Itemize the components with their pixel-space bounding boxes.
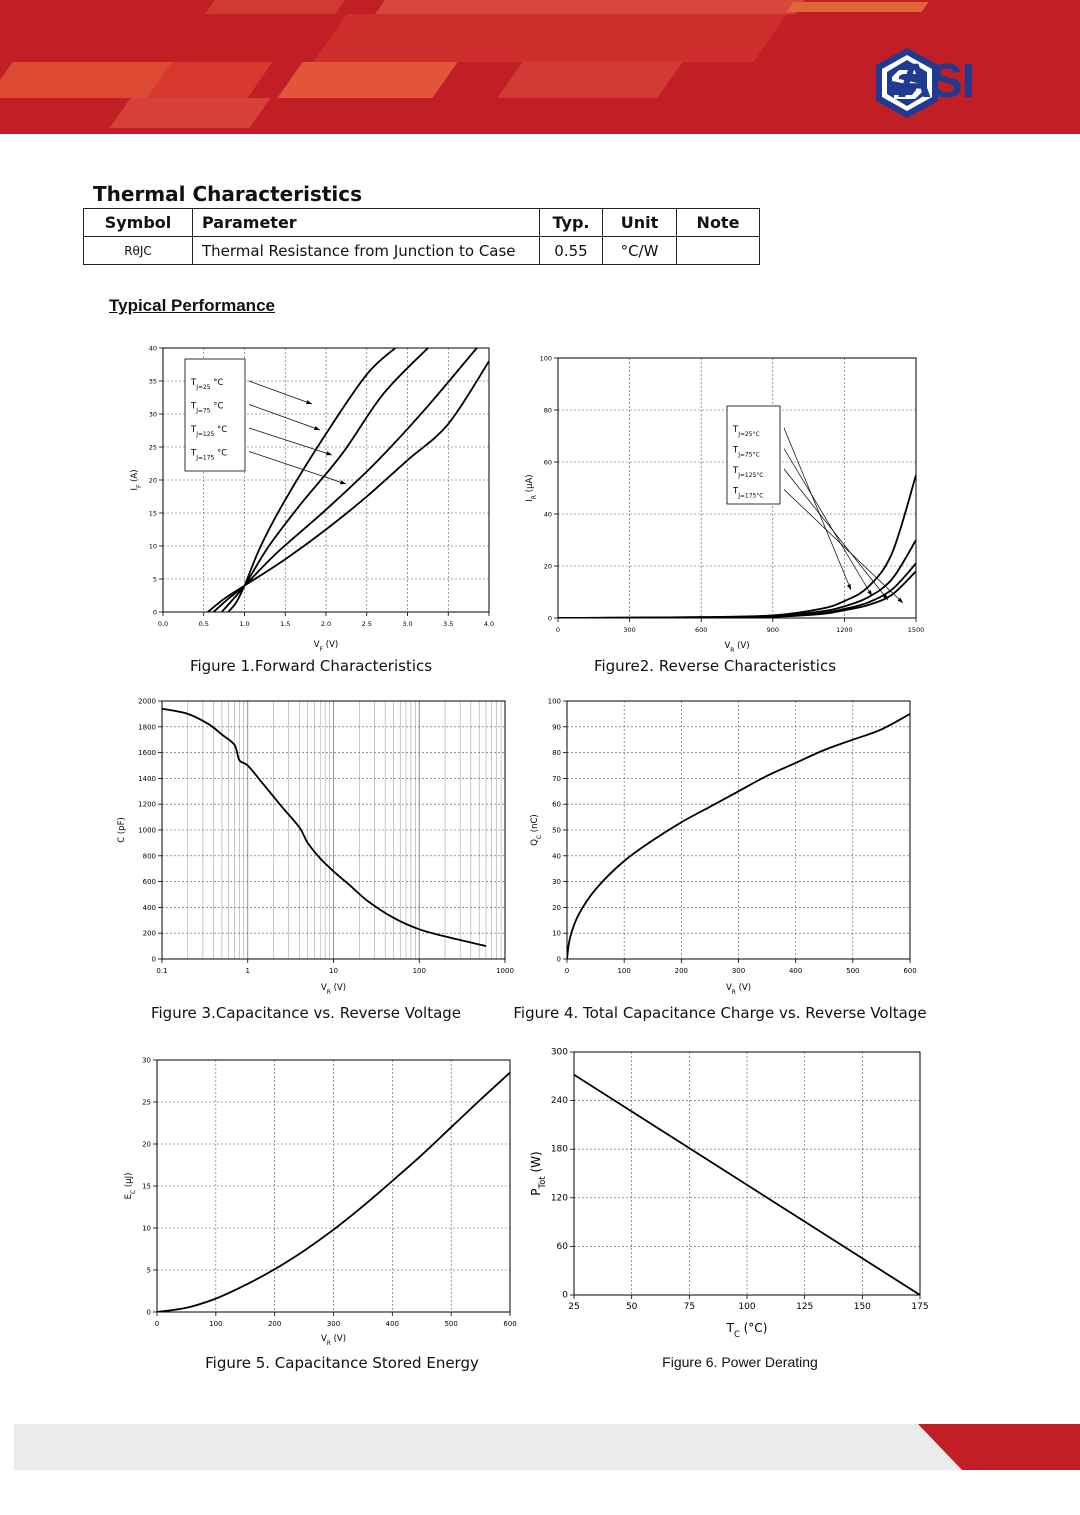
arrow-head (306, 400, 312, 404)
legend-entry: $T_{J=175^\circ C}$ (733, 486, 764, 499)
x-axis-label: $T_C$ (°C) (726, 1321, 768, 1339)
arrow-head (867, 590, 872, 596)
chart-fig5 (124, 1057, 517, 1347)
unit-cell: °C/W (603, 237, 677, 265)
y-tick-label: 30 (142, 1056, 151, 1065)
y-tick-label: 60 (552, 800, 561, 809)
y-tick-label: 0 (547, 614, 552, 623)
figure-2-caption: Figure2. Reverse Characteristics (593, 657, 837, 675)
symbol-cell: RθJC (84, 237, 193, 265)
x-tick-label: 500 (444, 1320, 458, 1328)
legend-arrow (784, 449, 872, 597)
y-tick-label: 0 (556, 955, 561, 964)
x-tick-label: 3.0 (402, 620, 413, 628)
y-tick-label: 5 (146, 1266, 151, 1275)
figure-6-caption: Figure 6. Power Derating (662, 1354, 818, 1370)
y-tick-label: 0 (146, 1308, 151, 1317)
x-tick-label: 1.0 (239, 620, 250, 628)
logo-text: ASI (897, 55, 975, 108)
y-tick-label: 50 (552, 826, 561, 835)
y-tick-label: 10 (148, 542, 157, 551)
y-tick-label: 25 (142, 1098, 151, 1107)
x-tick-label: 0.0 (157, 620, 169, 628)
x-tick-label: 2.0 (320, 620, 332, 628)
x-tick-label: 4.0 (483, 620, 495, 628)
legend-entry: $T_{J=75^\circ C}$ (733, 445, 760, 458)
y-tick-label: 60 (543, 458, 552, 467)
y-tick-label: 1400 (138, 774, 156, 783)
x-tick-label: 1500 (907, 626, 925, 634)
column-header: Note (677, 209, 760, 237)
x-tick-label: 0 (564, 967, 570, 975)
x-tick-label: 100 (412, 967, 426, 975)
footer-bar (14, 1424, 1080, 1470)
chart-fig2 (525, 355, 924, 654)
y-axis-label: C (pF) (117, 817, 127, 843)
y-tick-label: 800 (142, 852, 156, 861)
y-tick-label: 20 (543, 562, 552, 571)
y-tick-label: 1600 (138, 749, 156, 758)
y-tick-label: 40 (148, 344, 157, 353)
y-axis-label: $Q_C$ (nC) (530, 814, 543, 846)
x-tick-label: 300 (731, 967, 746, 975)
y-tick-label: 10 (142, 1224, 151, 1233)
figure-3-caption: Figure 3.Capacitance vs. Reverse Voltage (150, 1004, 462, 1022)
performance-title: Typical Performance (109, 296, 275, 315)
y-tick-label: 1000 (138, 826, 156, 835)
y-tick-label: 10 (552, 929, 561, 938)
chart-fig3 (117, 698, 514, 996)
y-tick-label: 0 (152, 608, 157, 617)
y-tick-label: 15 (142, 1182, 151, 1191)
x-tick-label: 900 (766, 626, 780, 634)
series-line (162, 709, 486, 946)
x-tick-label: 200 (267, 1320, 282, 1328)
y-tick-label: 80 (552, 749, 561, 758)
x-tick-label: 100 (209, 1320, 223, 1328)
y-tick-label: 300 (550, 1047, 568, 1058)
arrow-head (314, 426, 320, 430)
legend-entry: $T_{J=125^\circ C}$ (733, 466, 764, 479)
column-header: Parameter (193, 209, 540, 237)
y-tick-label: 80 (543, 406, 552, 415)
column-header: Symbol (84, 209, 193, 237)
y-tick-label: 400 (142, 903, 156, 912)
y-tick-label: 600 (142, 878, 156, 887)
y-tick-label: 20 (552, 903, 561, 912)
typ-cell: 0.55 (540, 237, 603, 265)
x-tick-label: 175 (911, 1302, 929, 1312)
y-axis-label: $P_{Tot}$ (W) (529, 1151, 547, 1196)
x-tick-label: 400 (788, 967, 803, 975)
y-tick-label: 40 (552, 852, 561, 861)
x-tick-label: 400 (385, 1320, 400, 1328)
y-tick-label: 100 (539, 354, 552, 363)
x-tick-label: 1 (245, 967, 250, 975)
legend-arrow (249, 381, 312, 404)
figure-1-caption: Figure 1.Forward Characteristics (189, 657, 433, 675)
x-tick-label: 600 (503, 1320, 517, 1328)
legend-arrow (249, 428, 332, 455)
y-tick-label: 40 (543, 510, 552, 519)
y-tick-label: 5 (152, 575, 157, 584)
y-tick-label: 0 (562, 1290, 568, 1301)
legend-entry: $T_{J=25}$ °C (191, 378, 224, 391)
y-tick-label: 1200 (138, 800, 156, 809)
x-axis-label: $V_R$ (V) (725, 983, 752, 996)
y-tick-label: 120 (550, 1193, 568, 1204)
x-tick-label: 300 (623, 626, 636, 634)
y-tick-label: 20 (142, 1140, 151, 1149)
x-tick-label: 2.5 (361, 620, 372, 628)
y-tick-label: 180 (550, 1144, 568, 1155)
y-axis-label: $I_R$ (μA) (525, 474, 538, 502)
legend-entry: $T_{J=175}$ °C (191, 448, 228, 461)
x-axis-label: $V_R$ (V) (320, 1334, 347, 1347)
x-tick-label: 150 (853, 1302, 871, 1312)
y-tick-label: 30 (552, 878, 561, 887)
x-tick-label: 100 (738, 1302, 756, 1312)
x-tick-label: 200 (674, 967, 689, 975)
chart-fig4 (530, 698, 917, 996)
y-tick-label: 35 (148, 377, 157, 386)
x-tick-label: 25 (568, 1302, 580, 1312)
chart-fig1 (130, 345, 494, 653)
x-tick-label: 0.5 (198, 620, 209, 628)
figure-5-caption: Figure 5. Capacitance Stored Energy (205, 1354, 479, 1372)
x-tick-label: 1200 (836, 626, 853, 634)
arrow-head (340, 480, 346, 484)
x-tick-label: 1.5 (280, 620, 291, 628)
x-tick-label: 600 (903, 967, 917, 975)
x-tick-label: 100 (617, 967, 631, 975)
y-axis-label: $E_C$ (μJ) (124, 1172, 137, 1200)
legend-arrow (784, 490, 903, 604)
y-tick-label: 15 (148, 509, 157, 518)
section-title: Thermal Characteristics (93, 182, 363, 206)
x-tick-label: 10 (329, 967, 338, 975)
x-tick-label: 125 (796, 1302, 814, 1312)
y-tick-label: 25 (148, 443, 157, 452)
x-tick-label: 0 (555, 626, 561, 634)
legend-arrow (249, 405, 320, 431)
series-line (558, 571, 916, 618)
y-tick-label: 30 (148, 410, 157, 419)
legend-arrow (784, 469, 888, 600)
x-tick-label: 0 (154, 1320, 160, 1328)
x-tick-label: 500 (846, 967, 860, 975)
x-tick-label: 50 (625, 1302, 638, 1312)
legend-entry: $T_{J=125}$ °C (191, 425, 228, 438)
x-tick-label: 75 (683, 1302, 696, 1312)
y-tick-label: 2000 (138, 697, 156, 706)
x-tick-label: 300 (326, 1320, 341, 1328)
column-header: Typ. (540, 209, 603, 237)
y-tick-label: 1800 (138, 723, 156, 732)
y-tick-label: 90 (552, 723, 561, 732)
x-tick-label: 600 (694, 626, 708, 634)
y-tick-label: 20 (148, 476, 157, 485)
y-axis-label: $I_F$ (A) (130, 469, 143, 491)
arrow-head (847, 584, 851, 590)
figure-4-caption: Figure 4. Total Capacitance Charge vs. Reverse Voltage (513, 1004, 927, 1022)
x-tick-label: 0.1 (156, 967, 168, 975)
legend-entry: $T_{J=75}$ °C (191, 401, 224, 414)
y-tick-label: 60 (556, 1241, 568, 1252)
x-axis-label: $V_F$ (V) (313, 640, 339, 653)
y-tick-label: 0 (151, 955, 156, 964)
chart-fig6 (529, 1048, 929, 1340)
legend-entry: $T_{J=25^\circ C}$ (733, 425, 760, 438)
parameter-cell: Thermal Resistance from Junction to Case (193, 237, 540, 265)
x-axis-label: $V_R$ (V) (320, 983, 347, 996)
column-header: Unit (603, 209, 677, 237)
arrow-head (326, 451, 332, 455)
y-tick-label: 240 (550, 1096, 568, 1107)
x-tick-label: 1000 (496, 967, 514, 975)
y-tick-label: 70 (552, 774, 561, 783)
x-axis-label: $V_R$ (V) (724, 641, 750, 654)
x-tick-label: 3.5 (443, 620, 454, 628)
y-tick-label: 200 (142, 929, 156, 938)
y-tick-label: 100 (547, 697, 561, 706)
